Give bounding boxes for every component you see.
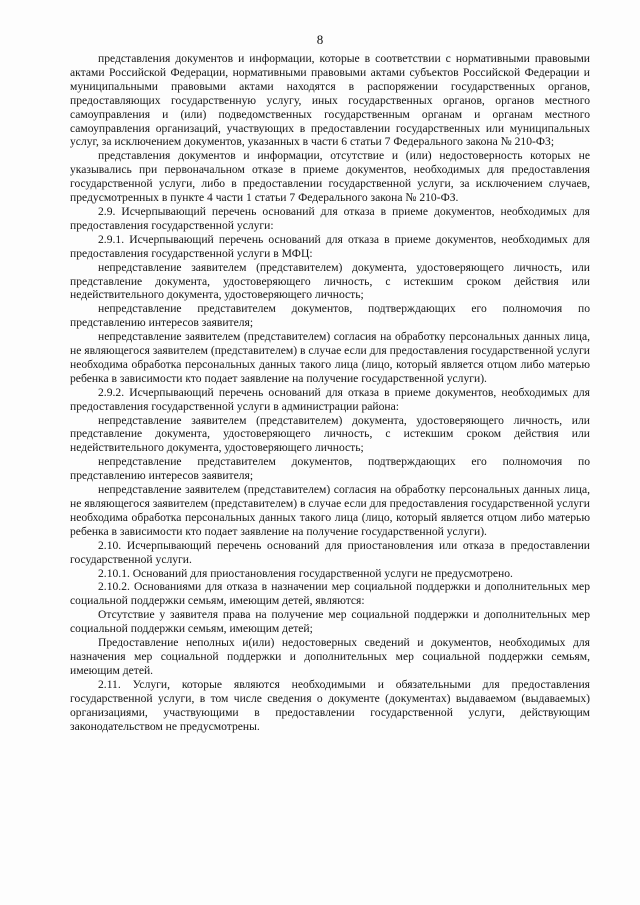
- paragraph-item: непредставление заявителем (представителем) документа, удостоверяющего личность, или представление документа, удостоверяющего личность, с истекшим сроком действия или недействительного документа, удостоверяющего личность;: [70, 413, 590, 455]
- section-2-10-2: 2.10.2. Основаниями для отказа в назначении мер социальной поддержки и дополнительных мер социальной поддержки семьям, имеющим детей, являются:: [70, 580, 590, 608]
- paragraph-item: непредставление заявителем (представителем) документа, удостоверяющего личность, или представление документа, удостоверяющего личность, с истекшим сроком действия или недействительного документа, удостоверяющего личность;: [70, 260, 590, 302]
- section-2-9: 2.9. Исчерпывающий перечень оснований для отказа в приеме документов, необходимых для предоставления государственной услуги:: [70, 204, 590, 232]
- page-number: 8: [316, 32, 324, 47]
- paragraph-item: непредставление представителем документов, подтверждающих его полномочия по представлению интересов заявителя;: [70, 455, 590, 483]
- section-2-11: 2.11. Услуги, которые являются необходимыми и обязательными для предоставления государственной услуги, в том числе сведения о документе (документах) выдаваемом (выдаваемых) организациями, участвующими в предоставлении государственной услуги, действующим законодательством не предусмотрены.: [70, 677, 590, 733]
- paragraph-item: Предоставление неполных и(или) недостоверных сведений и документов, необходимых для назначения мер социальной поддержки и дополнительных мер социальной поддержки семьям, имеющим детей.: [70, 636, 590, 677]
- paragraph-continuation: представления документов и информации, которые в соответствии с нормативными правовыми актами Российской Федерации, нормативными правовыми актами субъектов Российской Федерации и муниципальными правовыми актами находятся в распоряжении государственных органов, предоставляющих государственную услугу, иных государственных органов, органов местного самоуправления и (или) подведомственных государственным органам и органам местного самоуправления организаций, участвующих в предоставлении государственных или муниципальных услуг, за исключением документов, указанных в части 6 статьи 7 Федерального закона № 210-ФЗ;: [70, 52, 590, 149]
- paragraph-item: непредставление представителем документов, подтверждающих его полномочия по представлению интересов заявителя;: [70, 302, 590, 330]
- paragraph-item: непредставление заявителем (представителем) согласия на обработку персональных данных лица, не являющегося заявителем (представителем) в случае если для предоставления государственной услуги необходима обработка персональных данных такого лица (лицо, который является отцом либо матерью ребенка в зависимости кто подает заявление на получение государственной услуги).: [70, 483, 590, 538]
- paragraph-item: Отсутствие у заявителя права на получение мер социальной поддержки и дополнительных мер социальной поддержки семьям, имеющим детей;: [70, 608, 590, 636]
- section-2-10-1: 2.10.1. Оснований для приостановления государственной услуги не предусмотрено.: [98, 566, 513, 580]
- document-body: [70, 52, 590, 733]
- section-2-9-2: 2.9.2. Исчерпывающий перечень оснований для отказа в приеме документов, необходимых для предоставления государственной услуги в администрации района:: [70, 385, 590, 413]
- section-2-10: 2.10. Исчерпывающий перечень оснований для приостановления или отказа в предоставлении государственной услуги.: [70, 538, 590, 566]
- paragraph-item: непредставление заявителем (представителем) согласия на обработку персональных данных лица, не являющегося заявителем (представителем) в случае если для предоставления государственной услуги необходима обработка персональных данных такого лица (лицо, который является отцом либо матерью ребенка в зависимости кто подает заявление на получение государственной услуги).: [70, 330, 590, 385]
- section-2-9-1: 2.9.1. Исчерпывающий перечень оснований для отказа в приеме документов, необходимых для предоставления государственной услуги в МФЦ:: [70, 232, 590, 260]
- paragraph-item: представления документов и информации, отсутствие и (или) недостоверность которых не указывались при первоначальном отказе в приеме документов, необходимых для предоставления государственной услуги, либо в предоставлении государственной услуги, за исключением случаев, предусмотренных в пункте 4 части 1 статьи 7 Федерального закона № 210-ФЗ.: [70, 149, 590, 205]
